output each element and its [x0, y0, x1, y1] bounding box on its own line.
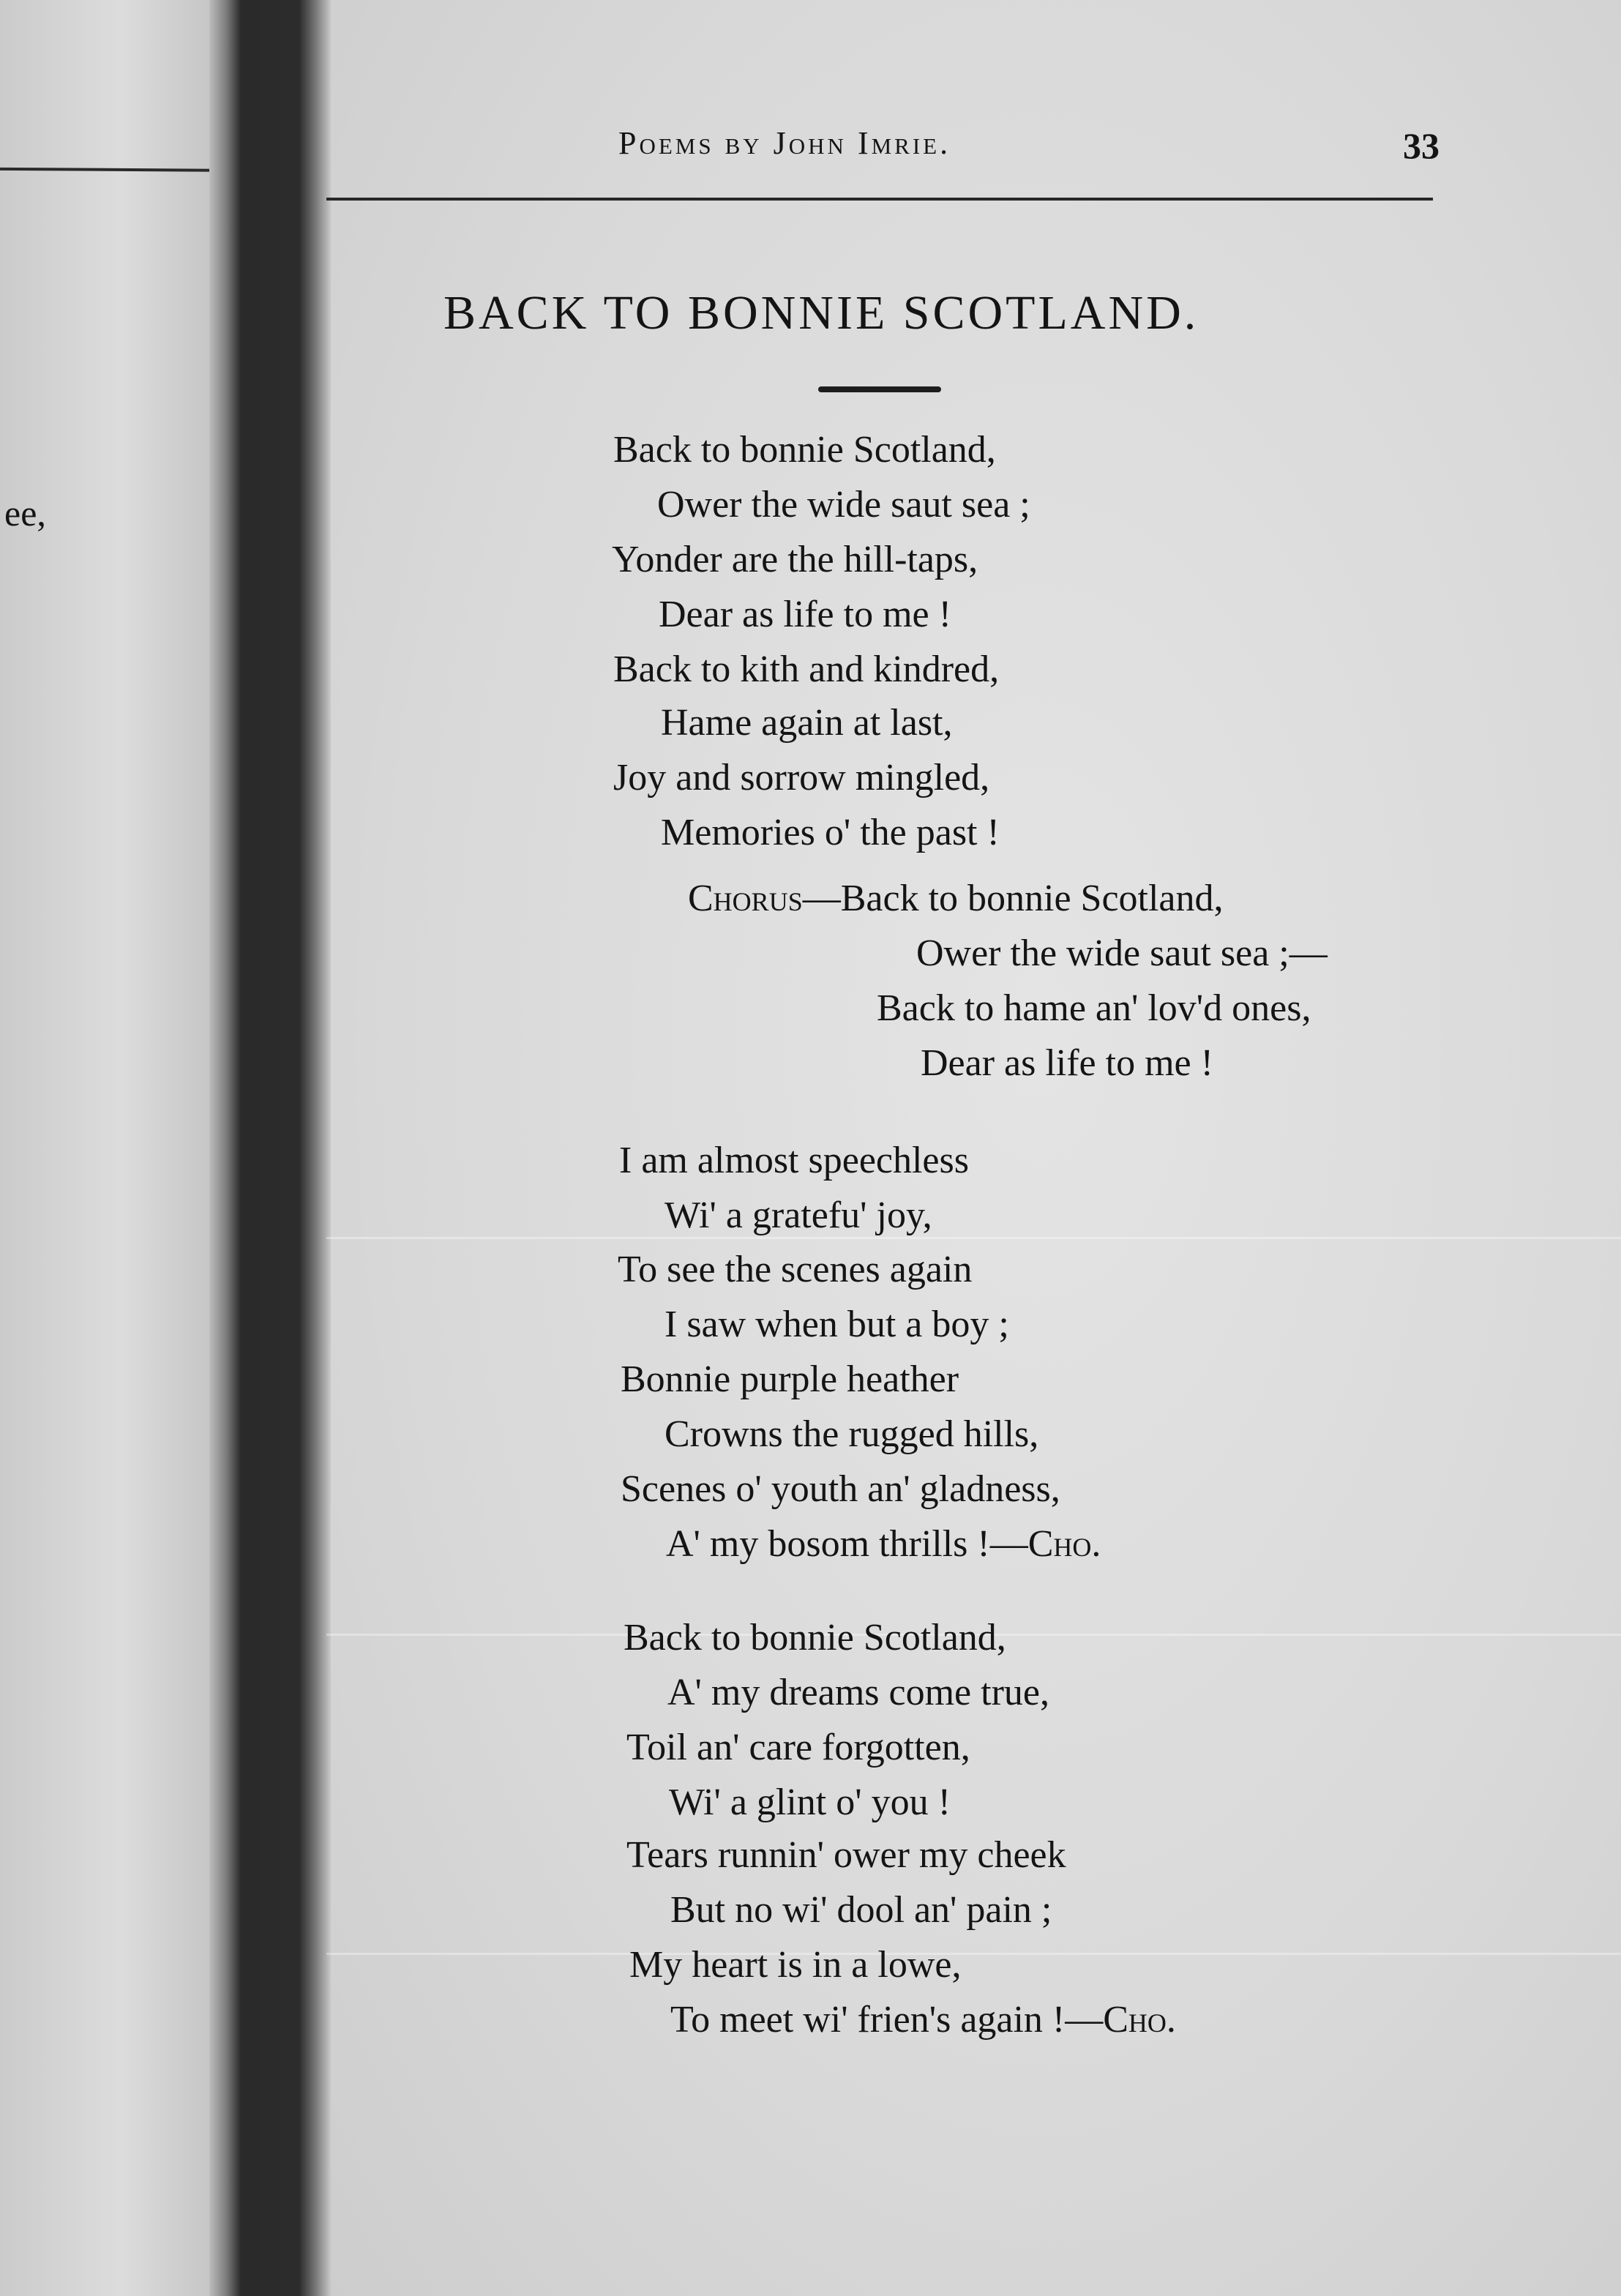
left-page-text-fragment: ee, [4, 493, 46, 534]
chorus-line-3: Back to hame an' lov'd ones, [877, 987, 1311, 1029]
stanza-2-line-8-text: A' my bosom thrills !— [666, 1523, 1028, 1565]
page-number: 33 [1403, 125, 1440, 166]
stanza-1-line-7: Joy and sorrow mingled, [613, 757, 990, 799]
running-header: Poems by John Imrie. [618, 125, 951, 161]
chorus-line-2: Ower the wide saut sea ;— [916, 932, 1328, 974]
header-rule [326, 198, 1433, 201]
stanza-3-line-2: A' my dreams come true, [667, 1672, 1049, 1713]
stanza-1-line-2: Ower the wide saut sea ; [657, 484, 1030, 526]
stanza-1-line-4: Dear as life to me ! [659, 594, 951, 635]
chorus-line-1 [688, 877, 1224, 920]
stanza-2-line-2: Wi' a gratefu' joy, [665, 1194, 932, 1236]
chorus-line-1-text: —Back to bonnie Scotland, [802, 878, 1224, 919]
stanza-2-line-3: To see the scenes again [618, 1249, 973, 1290]
stanza-3-line-8 [670, 1998, 1176, 2041]
scan-line [326, 1953, 1621, 1955]
stanza-3-line-8-text: To meet wi' frien's again !— [670, 1999, 1104, 2041]
chorus-label: Chorus [688, 878, 803, 919]
stanza-2-line-8 [666, 1522, 1101, 1566]
stanza-3-line-4: Wi' a glint o' you ! [669, 1781, 951, 1823]
stanza-1-line-1: Back to bonnie Scotland, [613, 429, 996, 471]
stanza-3-line-1: Back to bonnie Scotland, [624, 1617, 1006, 1659]
stanza-1-line-3: Yonder are the hill-taps, [612, 539, 978, 580]
stanza-1-line-8: Memories o' the past ! [661, 812, 1000, 853]
stanza-3-line-3: Toil an' care forgotten, [626, 1727, 970, 1768]
left-page [0, 0, 220, 2296]
stanza-1-line-5: Back to kith and kindred, [613, 648, 1000, 690]
scan-line [326, 1237, 1621, 1239]
stanza-2-line-4: I saw when but a boy ; [665, 1304, 1009, 1345]
title-ornament-rule [818, 386, 941, 392]
stanza-2-line-7: Scenes o' youth an' gladness, [621, 1468, 1060, 1510]
chorus-line-4: Dear as life to me ! [921, 1042, 1213, 1084]
stanza-2-line-6: Crowns the rugged hills, [665, 1413, 1039, 1455]
chorus-repeat-mark: Cho. [1103, 1999, 1176, 2041]
chorus-repeat-mark: Cho. [1027, 1523, 1101, 1565]
stanza-2-line-1: I am almost speechless [619, 1140, 969, 1181]
stanza-3-line-5: Tears runnin' ower my cheek [626, 1834, 1066, 1876]
book-gutter [209, 0, 331, 2296]
stanza-3-line-7: My heart is in a lowe, [629, 1944, 962, 1986]
poem-title: BACK TO BONNIE SCOTLAND. [443, 286, 1199, 340]
stanza-2-line-5: Bonnie purple heather [621, 1358, 959, 1400]
stanza-3-line-6: But no wi' dool an' pain ; [670, 1889, 1052, 1931]
right-page [326, 0, 1621, 2296]
stanza-1-line-6: Hame again at last, [661, 702, 953, 744]
